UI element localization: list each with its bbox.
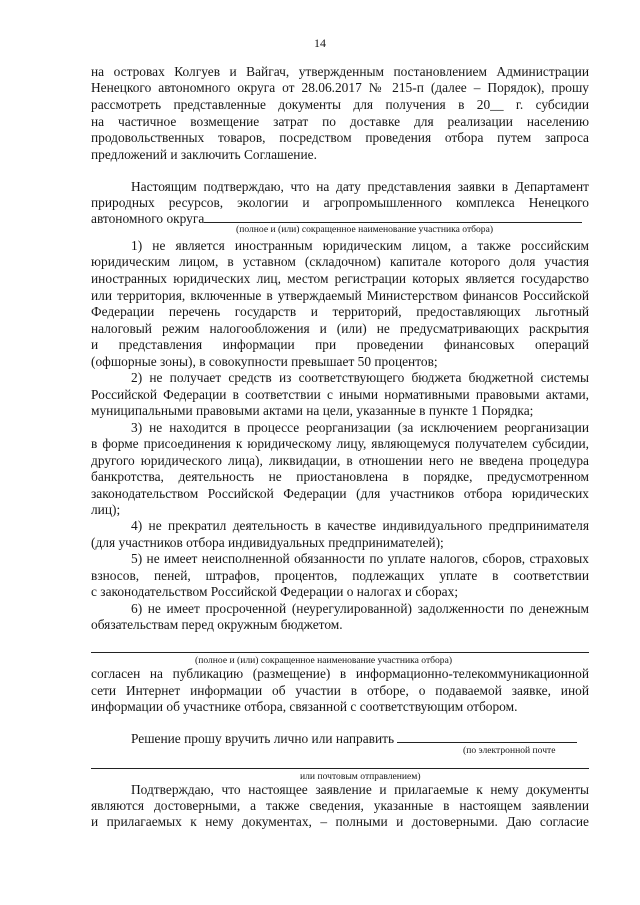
intro-line: на островах Колгуев и Вайгач, утвержденным постановлением Администрации xyxy=(91,64,589,79)
intro-line: Ненецкого автономного округа от 28.06.2017 № 215-п (далее – Порядок), прошу xyxy=(91,80,589,95)
intro-line: на частичное возмещение затрат по доставке для реализации населению xyxy=(91,114,589,129)
caption-participant-name: (полное и (или) сокращенное наименование участника отбора) xyxy=(236,224,494,235)
condition-line: налоговый режим налогообложения и (или) не предусматривающих раскрытия xyxy=(91,321,589,336)
condition-line: законодательством Российской Федерации (для участников отбора юридических xyxy=(91,486,589,501)
condition-line: Российской Федерации в соответствии с иными нормативными правовыми актами, xyxy=(91,387,589,402)
condition-line: 2) не получает средств из соответствующего бюджета бюджетной системы xyxy=(131,370,589,385)
final-line: являются достоверными, а также сведения, указанные в настоящем заявлении xyxy=(91,798,589,813)
intro-line: продовольственных товаров, посредством проведения отбора путем запроса xyxy=(91,130,589,145)
participant-name-line[interactable] xyxy=(91,652,589,653)
page-number: 14 xyxy=(314,36,326,50)
final-line: Подтверждаю, что настоящее заявление и прилагаемые к нему документы xyxy=(131,782,589,797)
caption-post: или почтовым отправлением) xyxy=(300,771,421,782)
consent-line: сети Интернет информации об участии в отборе, о подаваемой заявке, иной xyxy=(91,683,589,698)
confirm-line-text: автономного округа xyxy=(91,211,205,226)
intro-line: предложений и заключить Соглашение. xyxy=(91,147,317,162)
condition-line: 6) не имеет просроченной (неурегулированной) задолженности по денежным xyxy=(131,601,589,616)
condition-line: или территория, включенные в утверждаемый Министерством финансов Российской xyxy=(91,288,589,303)
condition-line: и представления информации при проведении финансовых операций xyxy=(91,337,589,352)
condition-line: обязательствам перед окружным бюджетом. xyxy=(91,617,343,632)
consent-line: информации об участнике отбора, связанной с соответствующим отбором. xyxy=(91,699,518,714)
condition-line: 1) не является иностранным юридическим лицом, а также российским xyxy=(131,238,589,253)
condition-line: 4) не прекратил деятельность в качестве индивидуального предпринимателя xyxy=(131,518,589,533)
delivery-method-field[interactable] xyxy=(397,742,577,743)
final-line: и прилагаемых к нему документах, – полными и достоверными. Даю согласие xyxy=(91,814,589,829)
confirm-line: Настоящим подтверждаю, что на дату представления заявки в Департамент xyxy=(131,179,589,194)
condition-line: (для участников отбора индивидуальных предпринимателей); xyxy=(91,535,444,550)
condition-line: лиц); xyxy=(91,502,121,517)
caption-participant-name: (полное и (или) сокращенное наименование участника отбора) xyxy=(195,655,453,666)
delivery-method-line[interactable] xyxy=(91,768,589,769)
confirm-line: природных ресурсов, экологии и агропромышленного комплекса Ненецкого xyxy=(91,195,589,210)
participant-name-field[interactable] xyxy=(204,222,582,223)
consent-line: согласен на публикацию (размещение) в информационно-телекоммуникационной xyxy=(91,666,589,681)
condition-line: банкротства, деятельность не приостановлена в порядке, предусмотренном xyxy=(91,469,589,484)
condition-line: (офшорные зоны), в совокупности превышает 50 процентов; xyxy=(91,354,438,369)
caption-email: (по электронной почте xyxy=(463,745,556,756)
decision-line-text: Решение прошу вручить лично или направить xyxy=(131,731,395,746)
condition-line: иностранных юридических лиц, местом регистрации которых является государство xyxy=(91,271,589,286)
condition-line: 5) не имеет неисполненной обязанности по уплате налогов, сборов, страховых xyxy=(131,551,589,566)
condition-line: муниципальными правовыми актами на цели, указанные в пункте 1 Порядка; xyxy=(91,403,534,418)
condition-line: Федерации перечень государств и территорий, предоставляющих льготный xyxy=(91,304,589,319)
condition-line: в форме присоединения к юридическому лицу, являющемуся получателем субсидии, xyxy=(91,436,589,451)
condition-line: взносов, пеней, штрафов, процентов, подлежащих уплате в соответствии xyxy=(91,568,589,583)
condition-line: с законодательством Российской Федерации о налогах и сборах; xyxy=(91,584,459,599)
condition-line: 3) не находится в процессе реорганизации (за исключением реорганизации xyxy=(131,420,589,435)
condition-line: другого юридического лица), ликвидации, в отношении него не введена процедура xyxy=(91,453,589,468)
condition-line: юридическим лицом, в уставном (складочном) капитале которого доля участия xyxy=(91,254,589,269)
intro-line: рассмотреть представленные документы для получения в 20__ г. субсидии xyxy=(91,97,589,112)
